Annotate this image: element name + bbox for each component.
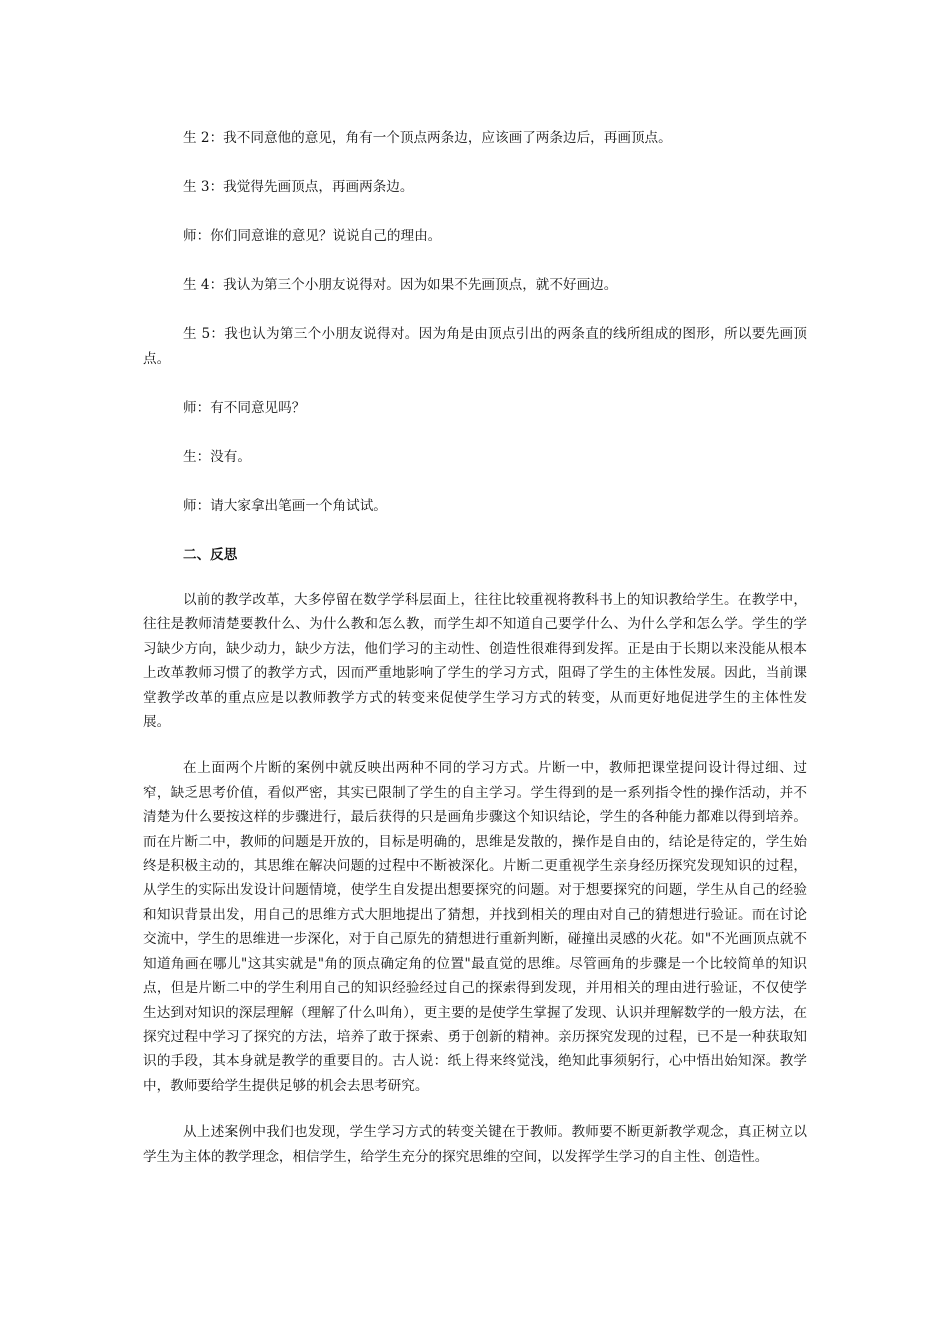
dialog-line-student-3: 生 3：我觉得先画顶点，再画两条边。 (183, 179, 414, 195)
dialog-line-teacher-instruction: 师：请大家拿出笔画一个角试试。 (183, 498, 387, 514)
reflection-paragraph-3: 从上述案例中我们也发现，学生学习方式的转变关键在于教师。教师要不断更新教学观念，真正树立以学生为主体的教学理念，相信学生，给学生充分的探究思维的空间，以发挥学生学习的自主性、创造性。 (143, 1124, 807, 1165)
dialog-line-students-reply: 生：没有。 (183, 449, 251, 465)
dialog-line-teacher-question: 师：你们同意谁的意见？说说自己的理由。 (183, 228, 442, 244)
reflection-paragraph-2: 在上面两个片断的案例中就反映出两种不同的学习方式。片断一中，教师把课堂提问设计得过细、过窄，缺乏思考价值，看似严密，其实已限制了学生的自主学习。学生得到的是一系列指令性的操作活动，并不清楚为什么要按这样的步骤进行，最后获得的只是画角步骤这个知识结论，学生的各种能力都难以得到培养。而在片断二中，教师的问题是开放的，目标是明确的，思维是发散的，操作是自由的，结论是待定的，学生始终是积极主动的，其思维在解决问题的过程中不断被深化。片断二更重视学生亲身经历探究发现知识的过程，从学生的实际出发设计问题情境，使学生自发提出想要探究的问题。对于想要探究的问题，学生从自己的经验和知识背景出发，用自己的思维方式大胆地提出了猜想，并找到相关的理由对自己的猜想进行验证。而在讨论交流中，学生的思维进一步深化，对于自己原先的猜想进行重新判断，碰撞出灵感的火花。如"不光画顶点就不知道角画在哪儿"这其实就是"角的顶点确定角的位置"最直觉的思维。尽管画角的步骤是一个比较简单的知识点，但是片断二中的学生利用自己的知识经验经过自己的探索得到发现，并用相关的理由进行验证，不仅使学生达到对知识的深层理解（理解了什么叫角），更主要的是使学生掌握了发现、认识并理解数学的一般方法，在探究过程中学习了探究的方法，培养了敢于探索、勇于创新的精神。亲历探究发现的过程，已不是一种获取知识的手段，其本身就是教学的重要目的。古人说：纸上得来终觉浅，绝知此事须躬行，心中悟出始知深。教学中，教师要给学生提供足够的机会去思考研究。 (143, 760, 807, 1094)
dialog-line-teacher-disagree: 师：有不同意见吗？ (183, 400, 306, 416)
dialog-line-student-2: 生 2：我不同意他的意见，角有一个顶点两条边，应该画了两条边后，再画顶点。 (183, 130, 672, 146)
reflection-paragraph-1: 以前的教学改革，大多停留在数学学科层面上，往往比较重视将教科书上的知识教给学生。在教学中，往往是教师清楚要教什么、为什么教和怎么教，而学生却不知道自己要学什么、为什么学和怎么学。学生的学习缺少方向，缺少动力，缺少方法，他们学习的主动性、创造性很难得到发挥。正是由于长期以来没能从根本上改革教师习惯了的教学方式，因而严重地影响了学生的学习方式，阻碍了学生的主体性发展。因此，当前课堂教学改革的重点应是以教师教学方式的转变来促使学生学习方式的转变，从而更好地促进学生的主体性发展。 (143, 592, 807, 731)
document-body (143, 126, 807, 1191)
section-heading-reflection: 二、反思 (183, 547, 238, 563)
dialog-line-student-5: 生 5：我也认为第三个小朋友说得对。因为角是由顶点引出的两条直的线所组成的图形，所以要先画顶点。 (143, 326, 807, 367)
dialog-line-student-4: 生 4：我认为第三个小朋友说得对。因为如果不先画顶点，就不好画边。 (183, 277, 618, 293)
